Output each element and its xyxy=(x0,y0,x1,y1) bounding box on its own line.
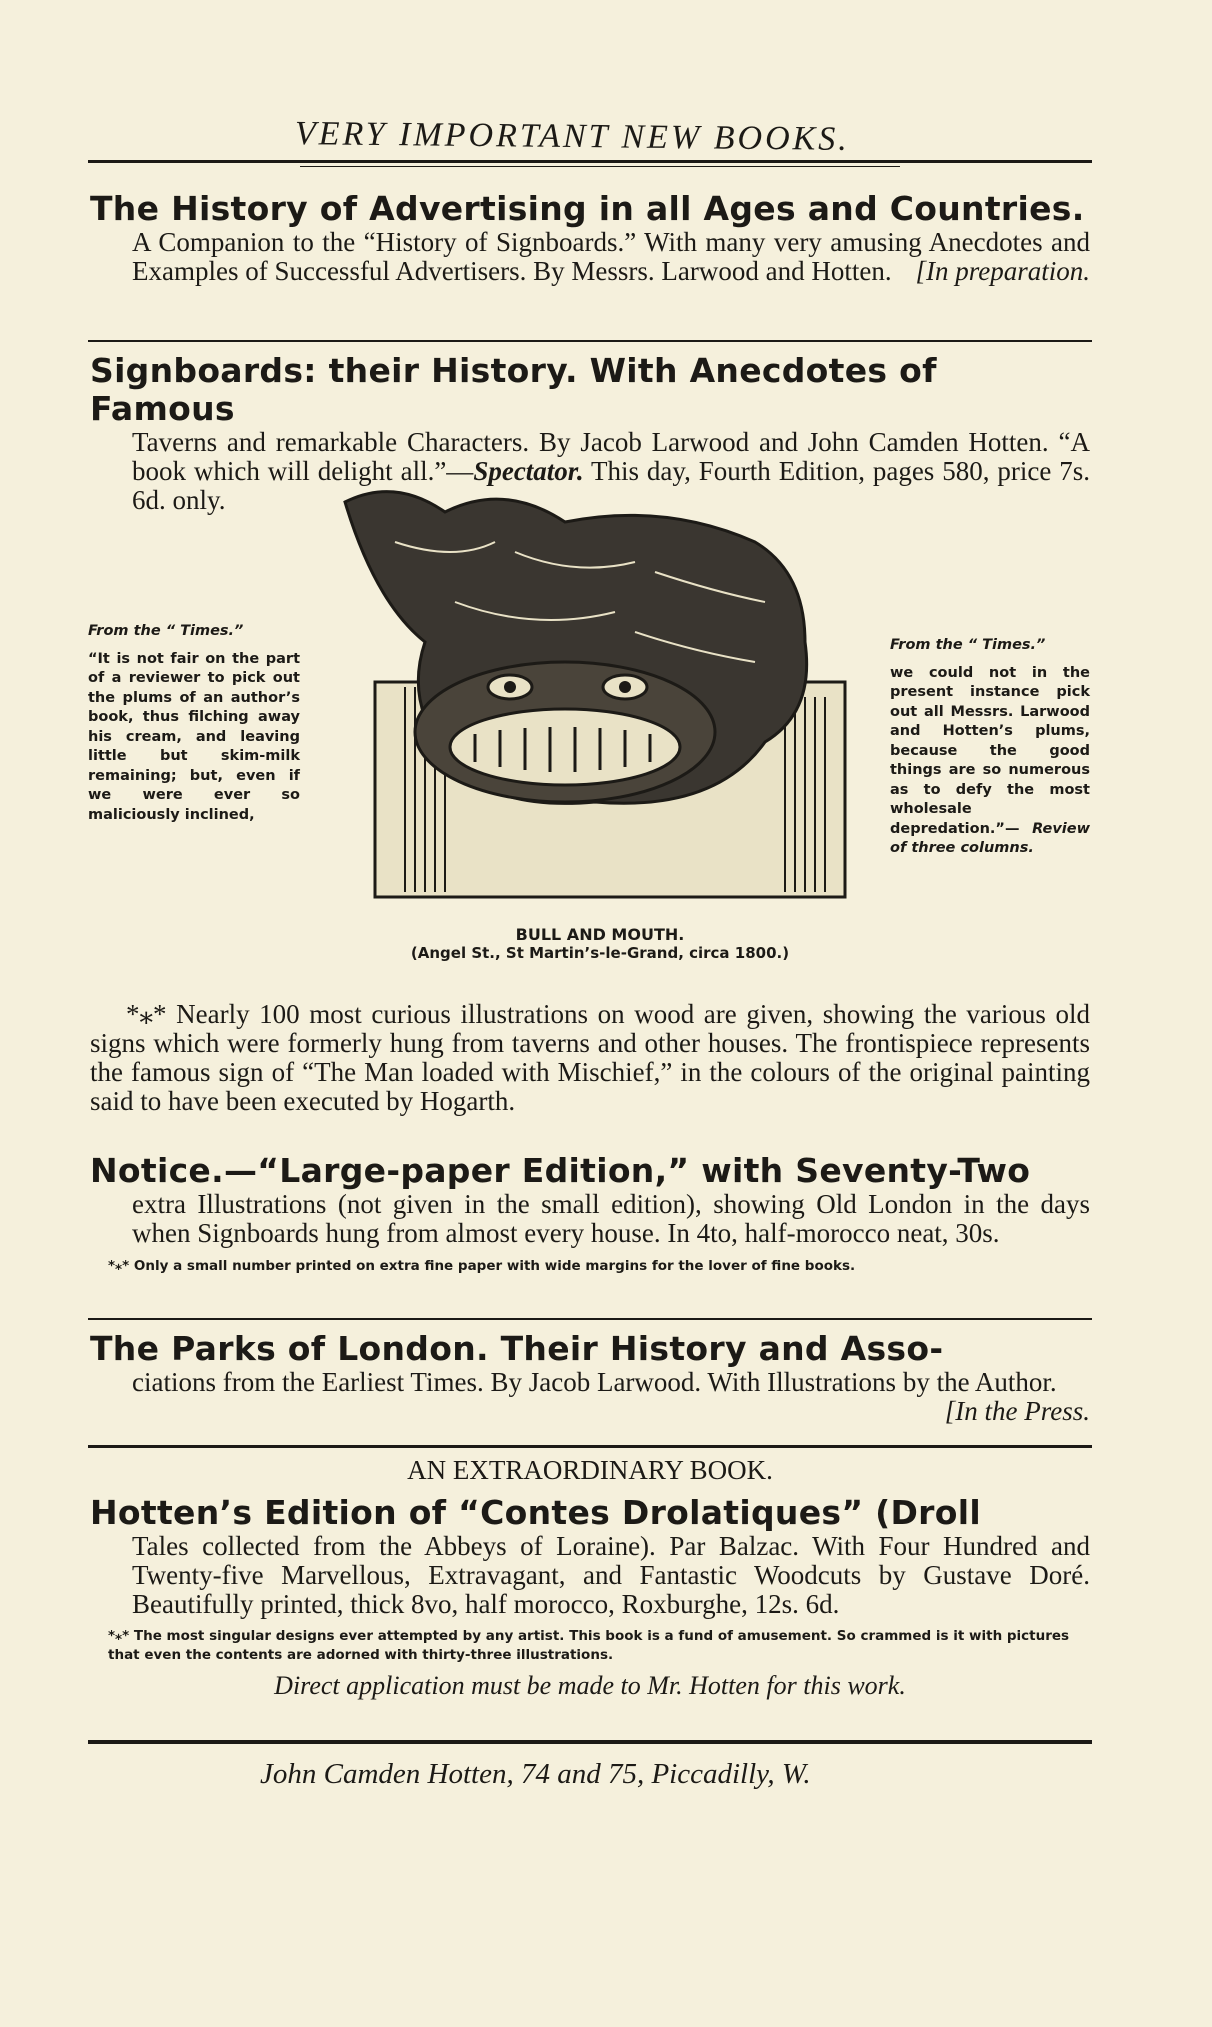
advertising-description: A Companion to the “History of Signboards.” With many very amusing Anecdotes and Examples of Successful Advertisers. By Messrs. Larwood and Hotten. xyxy=(132,227,1090,286)
advertising-body xyxy=(90,228,1090,286)
right-quote-source: From the “ Times.” xyxy=(890,637,1046,653)
parks-title: The Parks of London. Their History and Asso- xyxy=(90,1329,944,1368)
extraordinary-heading-wrap xyxy=(90,1455,1090,1486)
contes-title: Hotten’s Edition of “Contes Drolatiques” (Droll xyxy=(90,1493,981,1532)
parks-status: [In the Press. xyxy=(944,1396,1090,1426)
left-times-quote xyxy=(88,622,300,825)
divider-2 xyxy=(88,1318,1092,1320)
right-quote-text xyxy=(890,664,1090,859)
right-times-quote xyxy=(890,636,1090,859)
divider-3 xyxy=(88,1445,1092,1448)
parks-body xyxy=(90,1367,1090,1426)
header-rule-thin xyxy=(300,166,900,167)
left-quote-source: From the “ Times.” xyxy=(88,623,244,639)
advertising-entry xyxy=(90,190,1090,286)
signboards-description: Taverns and remarkable Characters. By Jacob Larwood and John Camden Hotten. “A book which will delight all.”— xyxy=(132,427,1090,486)
divider-1 xyxy=(88,340,1092,342)
extraordinary-heading: AN EXTRAORDINARY BOOK. xyxy=(407,1455,773,1485)
right-quote-body: we could not in the present instance pick out all Messrs. Larwood and Hotten’s plums, because the good things are so numerous as to defy the most wholesale depredation.”— xyxy=(890,664,1090,837)
caption-location: (Angel St., St Martin’s-le-Grand, circa 1800.) xyxy=(410,944,790,962)
parks-entry xyxy=(90,1330,1090,1426)
parks-description: ciations from the Earliest Times. By Jacob Larwood. With Illustrations by the Author. xyxy=(132,1367,1057,1397)
illustrations-note-text: *⁎* Nearly 100 most curious illustrations on wood are given, showing the various old signs which were formerly hung from taverns and other houses. The frontispiece represents the famous sign of “The Man loaded with Mischief,” in the colours of the original painting said to have been executed by Hogarth. xyxy=(90,999,1090,1116)
left-quote-text: “It is not fair on the part of a reviewer to pick out the plums of an author’s book, thus filching away his cream, and leaving little but skim-milk remaining; but, even if we were ever so maliciously inclined, xyxy=(88,650,300,823)
signboards-edition-info: This day, Fourth Edition, pages 580, price 7s. 6d. only. xyxy=(132,456,1090,515)
page-header: VERY IMPORTANT NEW BOOKS. xyxy=(294,115,850,158)
bull-and-mouth-woodcut xyxy=(335,482,855,907)
contes-entry xyxy=(90,1494,1090,1701)
illustration-caption xyxy=(290,925,910,962)
footer-rule xyxy=(88,1740,1092,1744)
advertising-title: The History of Advertising in all Ages and Countries. xyxy=(90,189,1085,228)
notice-body: extra Illustrations (not given in the small edition), showing Old London in the days when Signboards hung from almost every house. In 4to, half-morocco neat, 30s. xyxy=(132,1189,1090,1248)
signboards-title: Signboards: their History. With Anecdotes of Famous xyxy=(90,351,937,428)
signboards-review-source: Spectator. xyxy=(473,456,584,486)
notice-small-print: *⁎* Only a small number printed on extra fine paper with wide margins for the lover of fine books. xyxy=(108,1258,856,1274)
illustrations-note xyxy=(90,1000,1090,1116)
large-paper-notice xyxy=(90,1152,1090,1274)
advertising-status: [In preparation. xyxy=(915,256,1090,286)
contes-small-print: *⁎* The most singular designs ever attempted by any artist. This book is a fund of amusement. So crammed is it with pictures that even the contents are adorned with thirty-three illustrations. xyxy=(108,1628,1070,1663)
contes-direct-application: Direct application must be made to Mr. Hotten for this work. xyxy=(274,1671,906,1700)
header-rule xyxy=(88,160,1092,163)
caption-title: BULL AND MOUTH. xyxy=(515,925,685,944)
notice-title: Notice.—“Large-paper Edition,” with Seventy-Two xyxy=(90,1151,1031,1190)
right-quote-review: Review of three columns. xyxy=(890,820,1090,856)
contes-body: Tales collected from the Abbeys of Loraine). Par Balzac. With Four Hundred and Twenty-five Marvellous, Extravagant, and Fantastic Woodcuts by Gustave Doré. Beautifully printed, thick 8vo, half morocco, Roxburghe, 12s. 6d. xyxy=(132,1531,1090,1619)
publisher-footer: John Camden Hotten, 74 and 75, Piccadilly, W. xyxy=(260,1758,811,1790)
